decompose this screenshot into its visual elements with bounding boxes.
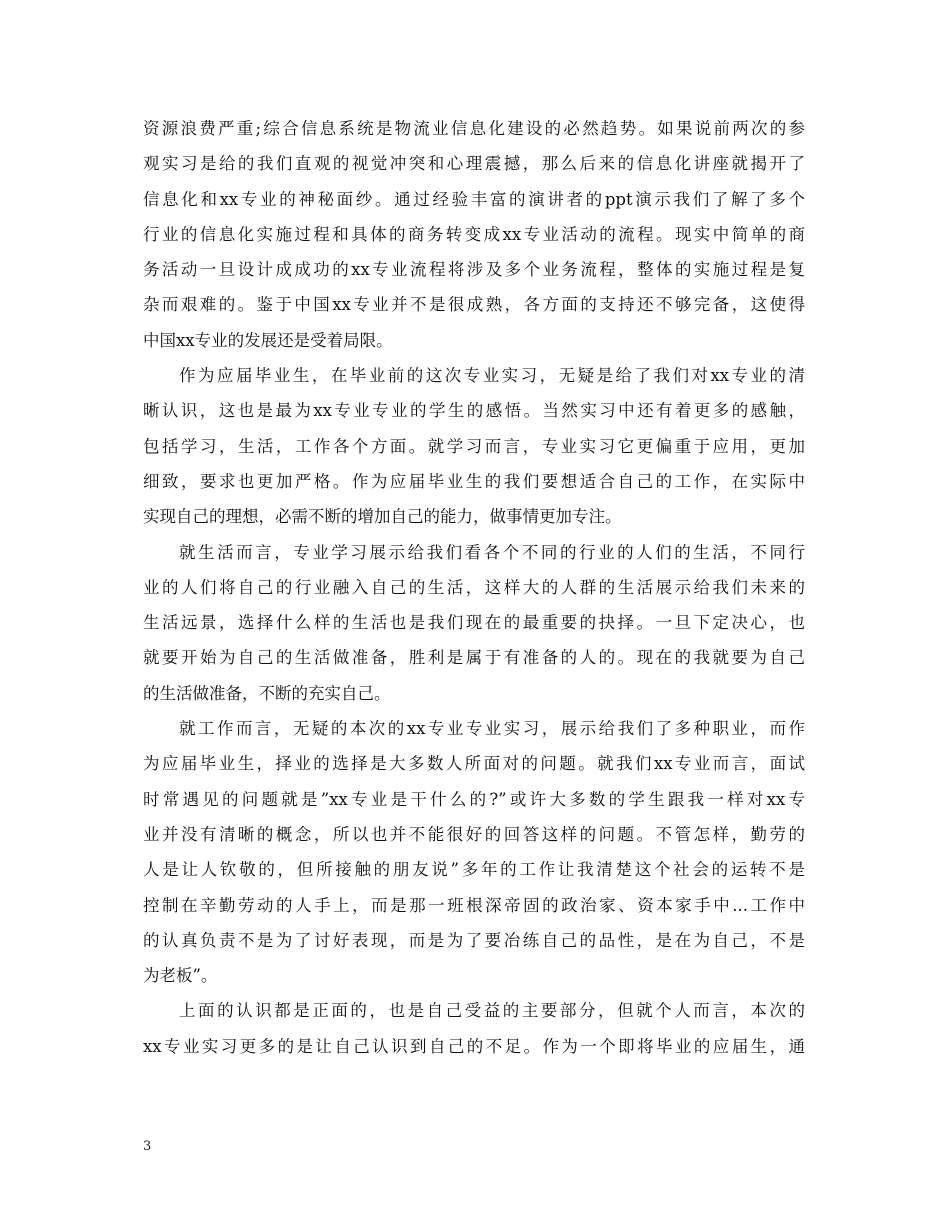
text-line: 实现自己的理想，必需不断的增加自己的能力，做事情更加专注。 — [143, 507, 622, 527]
text-line: 就生活而言，专业学习展示给我们看各个不同的行业的人们的生活，不同行 — [179, 542, 805, 562]
text-line: 生活远景，选择什么样的生活也是我们现在的最重要的抉择。一旦下定决心，也 — [143, 613, 805, 633]
text-line: xx专业实习更多的是让自己认识到自己的不足。作为一个即将毕业的应届生，通 — [143, 1036, 805, 1056]
text-line: 杂而艰难的。鉴于中国xx专业并不是很成熟，各方面的支持还不够完备，这使得 — [143, 295, 805, 315]
text-line: 的认真负责不是为了讨好表现，而是为了要冶练自己的品性，是在为自己，不是 — [143, 930, 805, 950]
text-line: 晰认识，这也是最为xx专业专业的学生的感悟。当然实习中还有着更多的感触， — [143, 401, 805, 421]
text-line: 包括学习，生活，工作各个方面。就学习而言，专业实习它更偏重于应用，更加 — [143, 436, 805, 456]
text-line: 业并没有清晰的概念，所以也并不能很好的回答这样的问题。不管怎样，勤劳的 — [143, 824, 805, 844]
text-line: 资源浪费严重;综合信息系统是物流业信息化建设的必然趋势。如果说前两次的参 — [143, 119, 805, 138]
paragraph-3 — [143, 535, 805, 711]
document-body — [143, 111, 805, 1064]
paragraph-1 — [143, 111, 805, 358]
paragraph-5 — [143, 993, 805, 1064]
text-line: 为应届毕业生，择业的选择是大多数人所面对的问题。就我们xx专业而言，面试 — [143, 754, 805, 774]
paragraph-2 — [143, 358, 805, 534]
text-line: 人是让人钦敬的，但所接触的朋友说”多年的工作让我清楚这个社会的运转不是 — [143, 860, 805, 880]
text-line: 时常遇见的问题就是”xx专业是干什么的?”或许大多数的学生跟我一样对xx专 — [143, 789, 805, 809]
text-line: 信息化和xx专业的神秘面纱。通过经验丰富的演讲者的ppt演示我们了解了多个 — [143, 189, 805, 209]
text-line: 就工作而言，无疑的本次的xx专业专业实习，展示给我们了多种职业，而作 — [179, 719, 805, 739]
text-line: 观实习是给的我们直观的视觉冲突和心理震撼，那么后来的信息化讲座就揭开了 — [143, 154, 805, 174]
text-line: 作为应届毕业生，在毕业前的这次专业实习，无疑是给了我们对xx专业的清 — [179, 366, 805, 386]
text-line: 的生活做准备，不断的充实自己。 — [143, 683, 391, 703]
page-number: 3 — [143, 1139, 152, 1154]
text-line: 细致，要求也更加严格。作为应届毕业生的我们要想适合自己的工作，在实际中 — [143, 471, 805, 491]
text-line: 就要开始为自己的生活做准备，胜利是属于有准备的人的。现在的我就要为自己 — [143, 648, 805, 668]
text-line: 业的人们将自己的行业融入自己的生活，这样大的人群的生活展示给我们未来的 — [143, 577, 805, 597]
text-line: 行业的信息化实施过程和具体的商务转变成xx专业活动的流程。现实中简单的商 — [143, 224, 805, 244]
text-line: 为老板”。 — [143, 966, 218, 986]
text-line: 控制在辛勤劳动的人手上，而是那一班根深帝固的政治家、资本家手中...工作中 — [143, 895, 805, 915]
text-line: 上面的认识都是正面的，也是自己受益的主要部分，但就个人而言，本次的 — [179, 1001, 805, 1021]
text-line: 务活动一旦设计成成功的xx专业流程将涉及多个业务流程，整体的实施过程是复 — [143, 260, 805, 280]
text-line: 中国xx专业的发展还是受着局限。 — [143, 330, 393, 350]
paragraph-4 — [143, 711, 805, 993]
